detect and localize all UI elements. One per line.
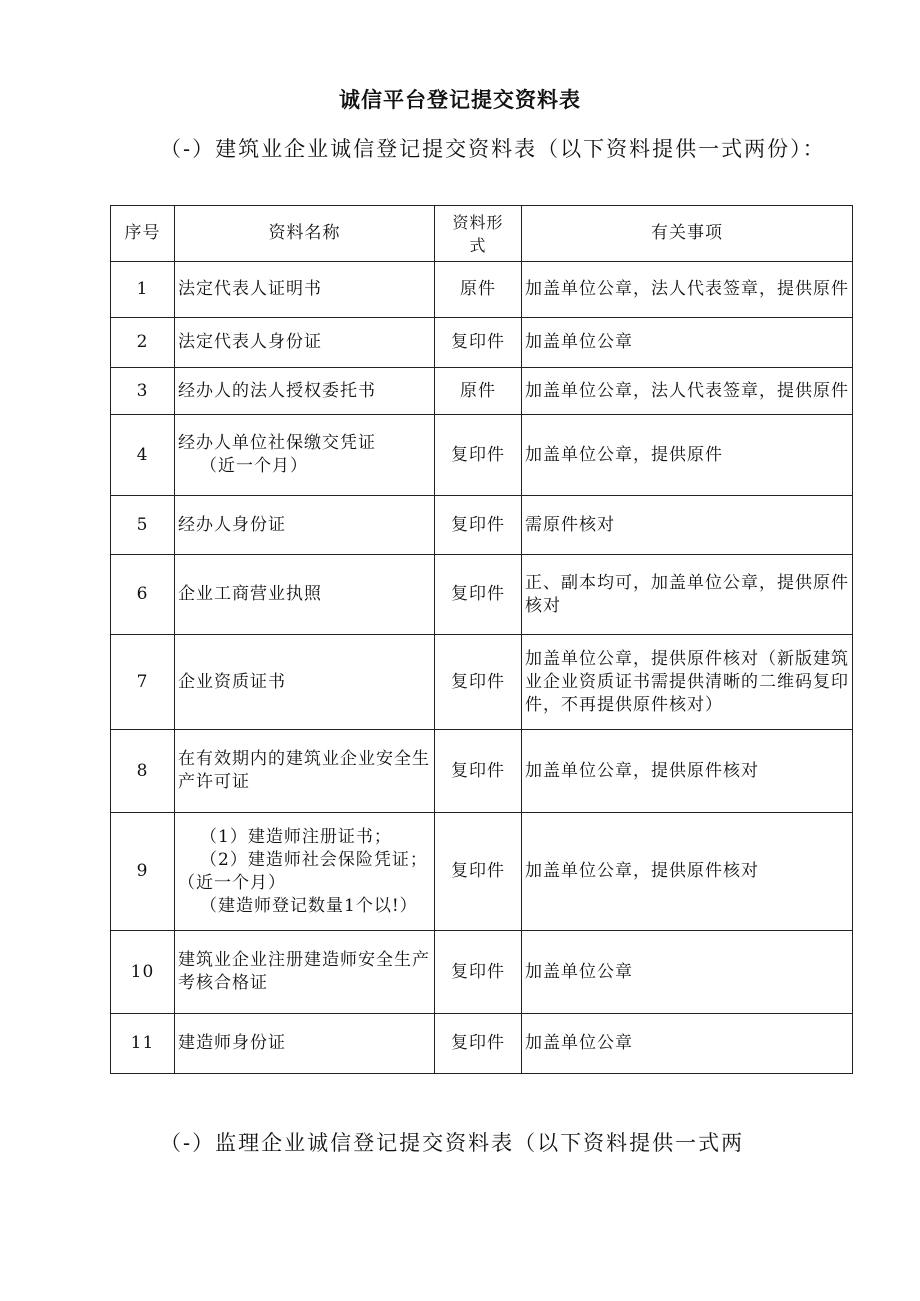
table-row (111, 318, 853, 368)
row-name-line: （建造师登记数量1个以!） (200, 895, 418, 916)
materials-table (110, 205, 853, 1074)
row-note: 加盖单位公章，法人代表签章，提供原件 (522, 262, 853, 318)
row-note: 加盖单位公章，提供原件 (522, 415, 853, 496)
header-name: 资料名称 (175, 206, 435, 262)
row-name-line: 经办人单位社保缴交凭证 (178, 433, 376, 453)
row-no: 2 (111, 318, 175, 368)
table-row (111, 1014, 853, 1074)
header-note: 有关事项 (522, 206, 853, 262)
section1-intro: （-）建筑业企业诚信登记提交资料表（以下资料提供一式两份）： (160, 137, 826, 161)
table-row (111, 635, 853, 730)
row-no: 11 (111, 1014, 175, 1074)
row-name: 经办人的法人授权委托书 (175, 368, 435, 415)
row-name: 法定代表人身份证 (175, 318, 435, 368)
row-no: 8 (111, 730, 175, 813)
row-name: 经办人身份证 (175, 496, 435, 555)
row-note: 需原件核对 (522, 496, 853, 555)
row-form: 复印件 (435, 931, 522, 1014)
row-name: 在有效期内的建筑业企业安全生产许可证 (175, 730, 435, 813)
row-no: 3 (111, 368, 175, 415)
row-form: 原件 (435, 262, 522, 318)
row-note: 加盖单位公章，提供原件核对 (522, 813, 853, 931)
row-no: 6 (111, 555, 175, 635)
page-title: 诚信平台登记提交资料表 (339, 88, 581, 112)
table-header-row (111, 206, 853, 262)
header-form-line2: 式 (469, 235, 487, 255)
row-name-line: （近一个月） (200, 456, 308, 476)
row-name: 企业资质证书 (175, 635, 435, 730)
table-row (111, 368, 853, 415)
table-row (111, 813, 853, 931)
row-name: 法定代表人证明书 (175, 262, 435, 318)
table-row (111, 496, 853, 555)
row-no: 5 (111, 496, 175, 555)
row-name-line: （1）建造师注册证书； (200, 826, 392, 847)
table-row (111, 262, 853, 318)
row-note: 加盖单位公章 (522, 1014, 853, 1074)
row-no: 4 (111, 415, 175, 496)
row-name-line: （2）建造师社会保险凭证；（近一个月） (178, 849, 428, 893)
row-no: 10 (111, 931, 175, 1014)
row-note: 加盖单位公章，提供原件核对（新版建筑业企业资质证书需提供清晰的二维码复印件，不再提供原件核对） (522, 635, 853, 730)
table-row (111, 415, 853, 496)
section2-intro: （-）监理企业诚信登记提交资料表（以下资料提供一式两 (160, 1131, 745, 1155)
row-no: 1 (111, 262, 175, 318)
row-note: 加盖单位公章 (522, 931, 853, 1014)
row-name: 企业工商营业执照 (175, 555, 435, 635)
table-row (111, 555, 853, 635)
row-form: 复印件 (435, 1014, 522, 1074)
row-no: 7 (111, 635, 175, 730)
row-note: 正、副本均可，加盖单位公章，提供原件核对 (522, 555, 853, 635)
row-name (175, 813, 435, 931)
row-form: 复印件 (435, 813, 522, 931)
row-name (175, 415, 435, 496)
row-note: 加盖单位公章 (522, 318, 853, 368)
row-name: 建造师身份证 (175, 1014, 435, 1074)
row-note: 加盖单位公章，提供原件核对 (522, 730, 853, 813)
row-form: 复印件 (435, 496, 522, 555)
row-form: 复印件 (435, 635, 522, 730)
row-note: 加盖单位公章，法人代表签章，提供原件 (522, 368, 853, 415)
row-form: 原件 (435, 368, 522, 415)
row-form: 复印件 (435, 730, 522, 813)
row-form: 复印件 (435, 415, 522, 496)
table-row (111, 730, 853, 813)
header-form (435, 206, 522, 262)
header-form-line1: 资料形 (452, 212, 504, 232)
row-name: 建筑业企业注册建造师安全生产考核合格证 (175, 931, 435, 1014)
row-form: 复印件 (435, 555, 522, 635)
row-form: 复印件 (435, 318, 522, 368)
row-no: 9 (111, 813, 175, 931)
header-no: 序号 (111, 206, 175, 262)
table-row (111, 931, 853, 1014)
